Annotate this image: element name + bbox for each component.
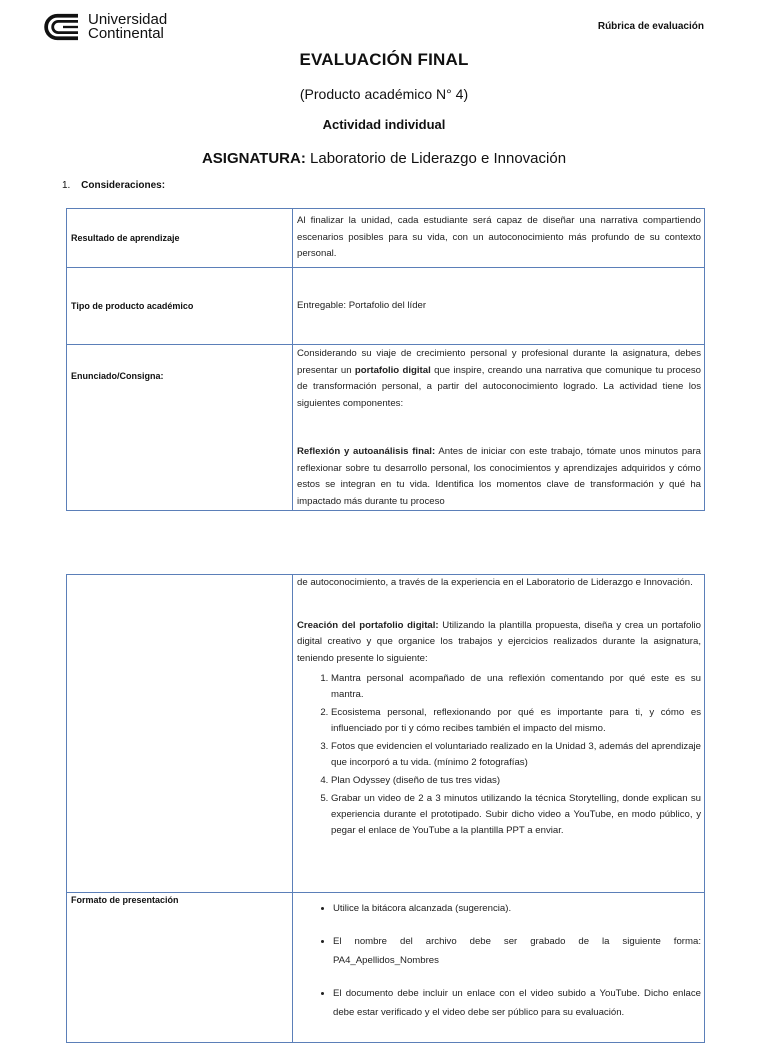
logo-line-2: Continental <box>88 25 164 42</box>
logo-line-1: Universidad <box>88 11 168 28</box>
list-item: • El documento debe incluir un enlace con el video subido a YouTube. Dicho enlace debe estar verificado y el video debe ser público para su evaluación. <box>333 984 701 1022</box>
page-subtitle: (Producto académico N° 4) <box>299 86 469 102</box>
considerations-table-continued <box>66 574 705 1043</box>
subject-heading <box>0 150 768 167</box>
subject-name: Laboratorio de Liderazgo e Innovación <box>310 150 567 167</box>
row-text <box>293 575 705 893</box>
row-label: Resultado de aprendizaje <box>67 209 293 268</box>
list-item: 3. Fotos que evidencien el voluntariado realizado en la Unidad 3, además del aprendizaje que incorporó a tu vida. (mínimo 2 fotografías) <box>331 739 701 771</box>
list-item: 5. Grabar un video de 2 a 3 minutos utilizando la técnica Storytelling, donde explican su experiencia durante el prototipado. Subir dicho video a YouTube, en modo público, y pegar el enlace de YouTube a la plantilla PPT a enviar. <box>331 791 701 839</box>
logo-text <box>88 13 167 41</box>
list-item: • El nombre del archivo debe ser grabado de la siguiente forma: PA4_Apellidos_Nombres <box>333 932 701 970</box>
table-row <box>67 345 705 511</box>
row-label: Formato de presentación <box>67 893 293 1043</box>
portfolio-items-list <box>297 671 701 839</box>
reflection-paragraph <box>297 444 701 510</box>
document-type: Rúbrica de evaluación <box>597 21 704 32</box>
bold-text: Creación del portafolio digital: <box>297 619 439 631</box>
activity-type: Actividad individual <box>322 117 446 132</box>
page-title: EVALUACIÓN FINAL <box>299 50 469 69</box>
format-bullets <box>297 899 701 1022</box>
university-logo <box>44 10 184 44</box>
bold-text: portafolio digital <box>354 364 431 376</box>
row-label: Enunciado/Consigna: <box>67 345 293 511</box>
table-row <box>67 268 705 345</box>
table-row <box>67 893 705 1043</box>
list-item: • Utilice la bitácora alcanzada (sugerencia). <box>333 899 701 918</box>
section-number: 1. <box>62 180 71 191</box>
table-row <box>67 209 705 268</box>
list-item: 1. Mantra personal acompañado de una reflexión comentando por qué este es su mantra. <box>331 671 701 703</box>
row-text: Entregable: Portafolio del líder <box>293 268 705 345</box>
row-text <box>293 345 705 511</box>
row-label <box>67 575 293 893</box>
text-segment: Considerando su viaje de crecimiento personal y profesional durante la asignatura, debes presentar un <box>297 348 701 376</box>
text-segment: Utilizando la plantilla propuesta, diseña y crea un portafolio digital creativo y que organice los trabajos y ejercicios realizados durante la asignatura, teniendo presente lo siguiente: <box>297 619 701 664</box>
list-item: 2. Ecosistema personal, reflexionando por qué es importante para ti, y cómo es influenciado por ti y cómo recibes también el impacto del mismo. <box>331 705 701 737</box>
text-segment: Antes de iniciar con este trabajo, tómate unos minutos para reflexionar sobre tu desarrollo personal, los conocimientos y aprendizajes adquiridos y cómo estos se integran en tu vida. Identifica los momentos clave de transformación y qué ha impactado más durante tu proceso <box>297 446 701 507</box>
logo-emblem-icon <box>44 12 82 42</box>
row-label: Tipo de producto académico <box>67 268 293 345</box>
text-segment: que inspire, creando una narrativa que comunique tu proceso de transformación personal, a partir del autoconocimiento logrado. La actividad tiene los siguientes componentes: <box>297 364 701 409</box>
bold-text: Reflexión y autoanálisis final: <box>297 446 436 457</box>
portfolio-paragraph <box>297 618 701 668</box>
section-heading <box>62 180 165 191</box>
considerations-table <box>66 208 705 511</box>
list-item: 4. Plan Odyssey (diseño de tus tres vidas) <box>331 773 701 789</box>
row-text: Al finalizar la unidad, cada estudiante será capaz de diseñar una narrativa compartiendo escenarios posibles para su vida, con un autoconocimiento más profundo de su contexto personal. <box>293 209 705 268</box>
table-row <box>67 575 705 893</box>
row-text <box>293 893 705 1043</box>
subject-label: ASIGNATURA: <box>201 150 306 167</box>
instruction-paragraph <box>297 346 701 412</box>
continuation-paragraph: de autoconocimiento, a través de la experiencia en el Laboratorio de Liderazgo e Innovación. <box>297 577 693 588</box>
section-title: Consideraciones: <box>81 180 166 191</box>
